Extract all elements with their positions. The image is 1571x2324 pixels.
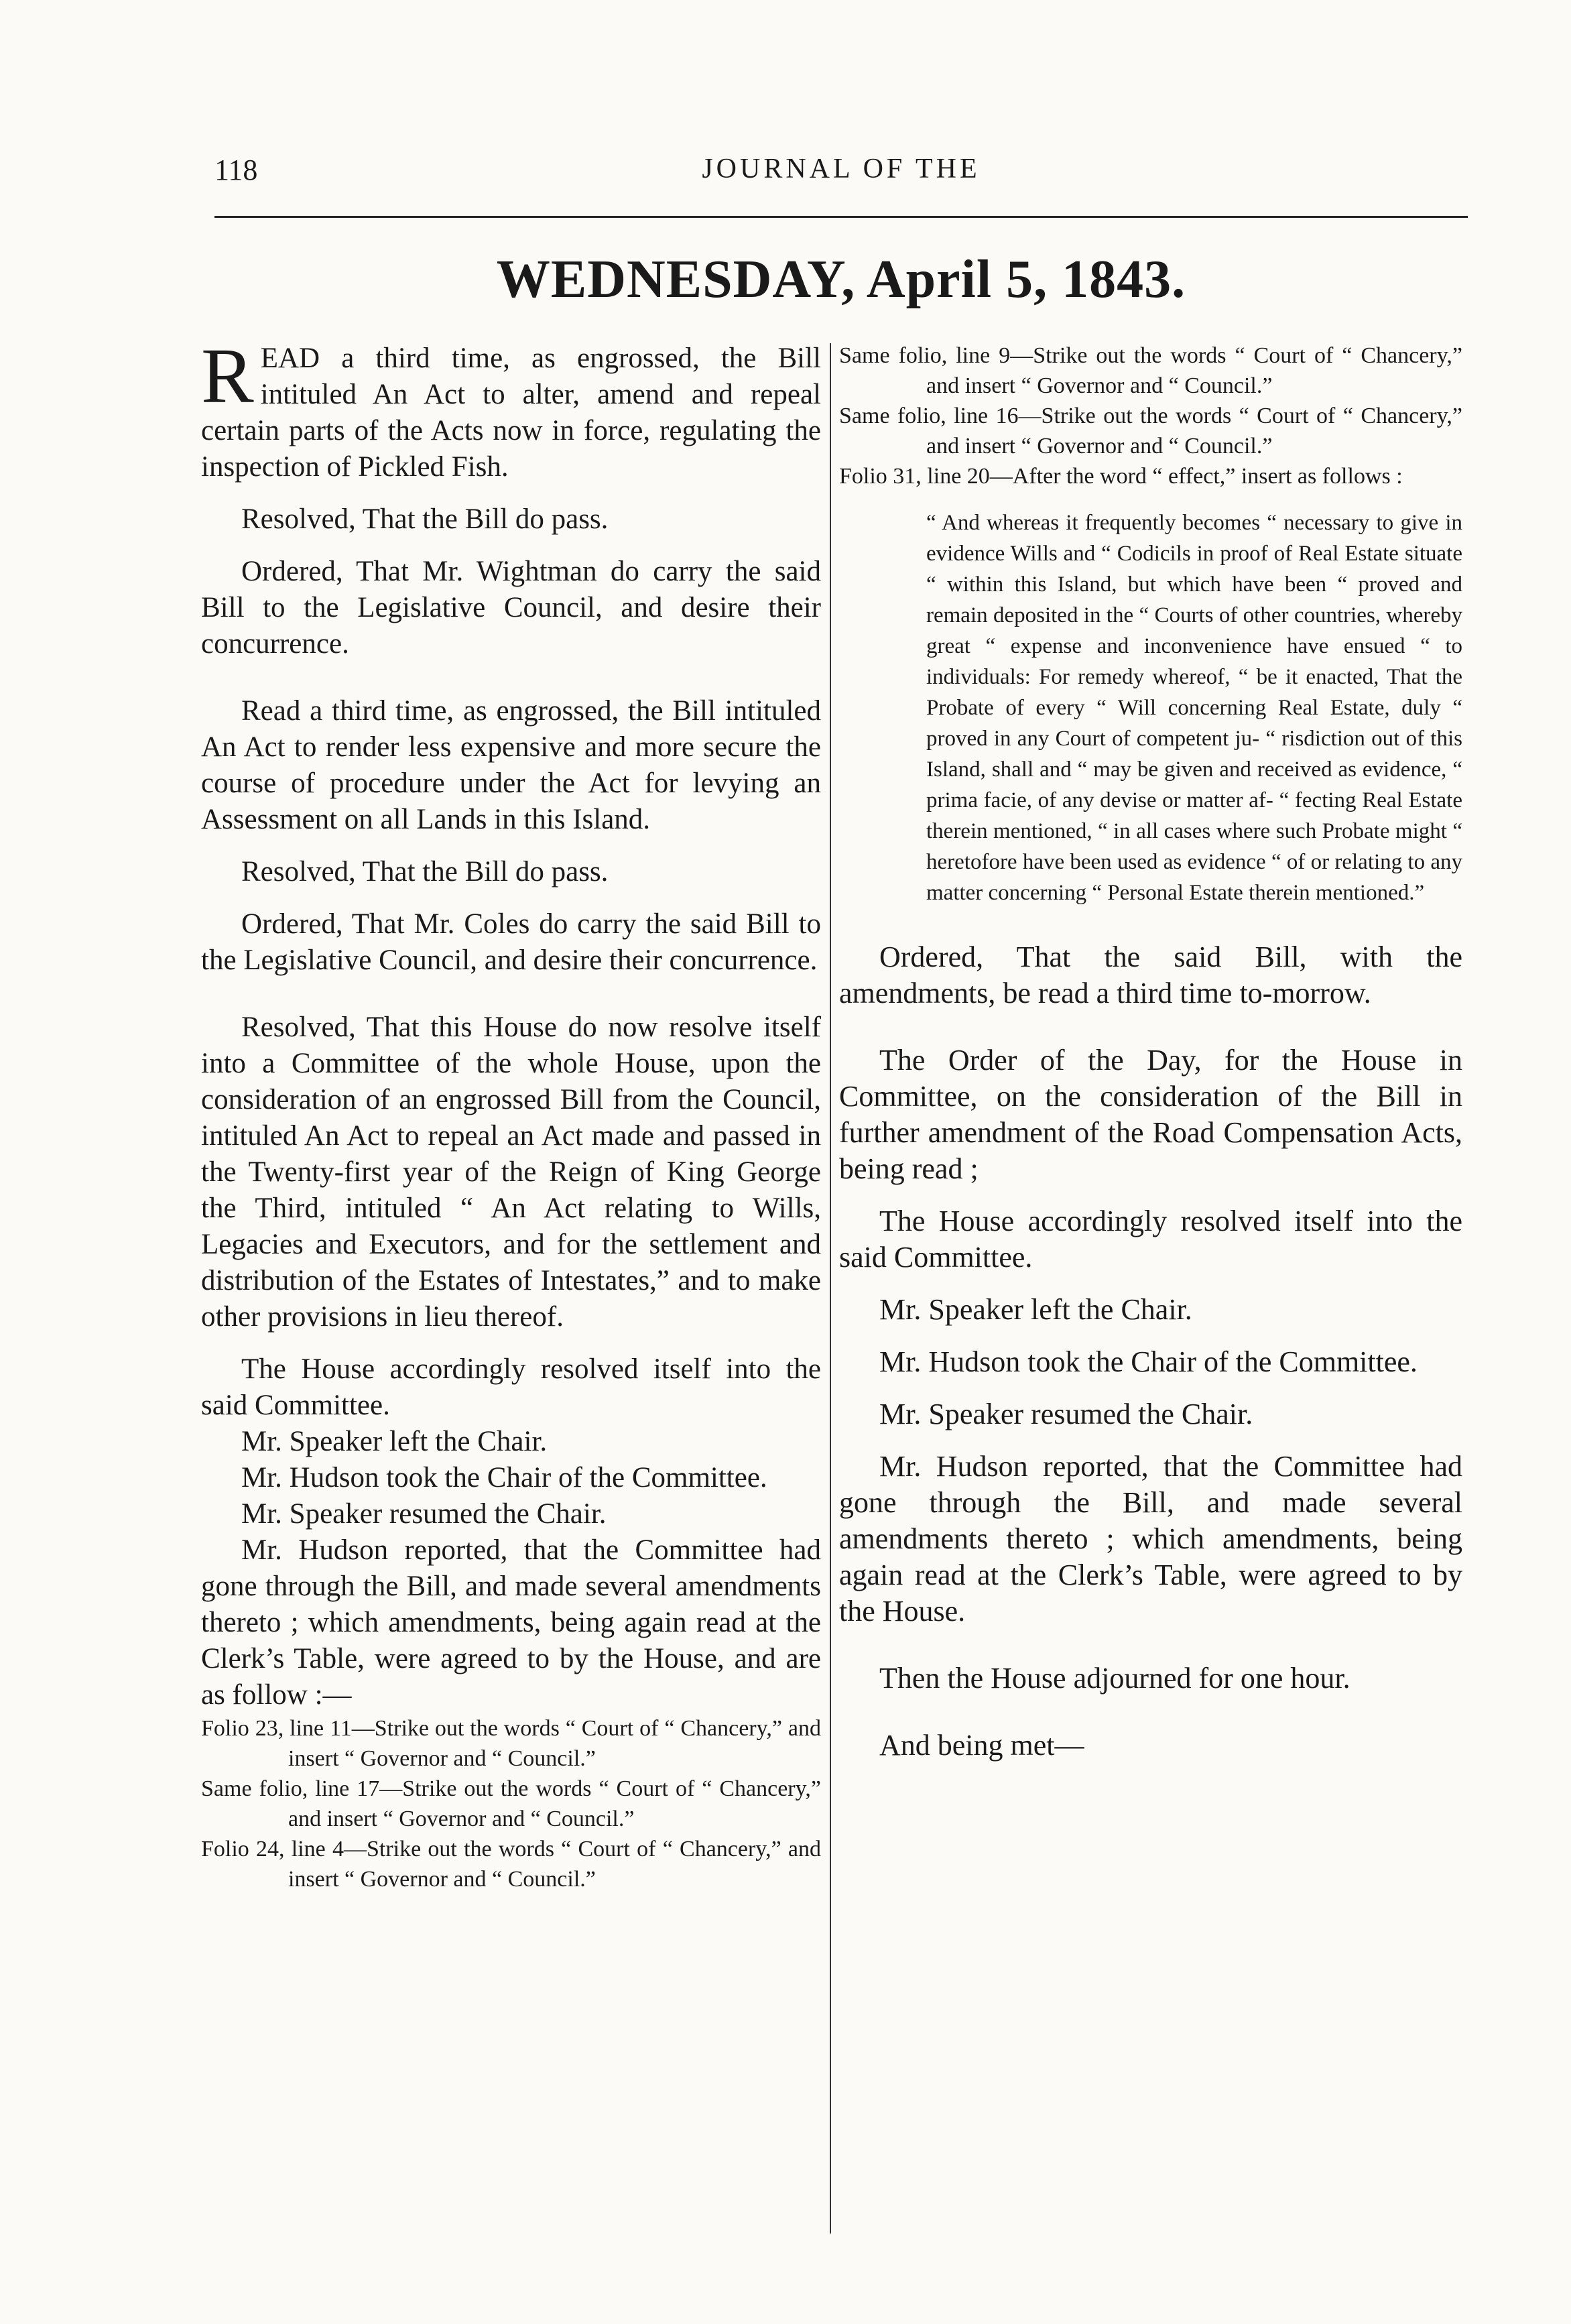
quoted-clause: “ And whereas it frequently becomes “ necessary to give in evidence Wills and “ Codicils in proof of Real Estate situate “ within this Island, but which have been “ proved and remain deposited in the “ Courts of other countries, whereby great “ expense and inconvenience have ensued “ to individuals: For remedy whereof, “ be it enacted, That the Probate of every “ Will concerning Real Estate, duly “ proved in any Court of competent ju- “ risdiction out of this Island, shall and “ may be given and received as evidence, “ prima facie, of any devise or matter af- “ fecting Real Estate therein mentioned, “ in all cases where such Probate might “ heretofore have been used as evidence “ of or relating to any matter concerning “ Personal Estate therein mentioned.”	[926, 511, 1462, 905]
paragraph: Read a third time, as engrossed, the Bill intituled An Act to render less expensive and more secure the course of procedure under the Act for levying an Assessment on all Lands in this Island.	[201, 695, 821, 835]
paragraph: Then the House adjourned for one hour.	[879, 1662, 1350, 1695]
paragraph: Mr. Hudson took the Chair of the Committee.	[879, 1345, 1418, 1378]
page-number: 118	[214, 154, 258, 186]
left-column	[201, 332, 821, 1894]
paragraph: The Order of the Day, for the House in Committee, on the consideration of the Bill in further amendment of the Road Compensation Acts, being read ;	[839, 1044, 1462, 1185]
date-heading: WEDNESDAY, April 5, 1843.	[496, 250, 1186, 309]
paragraph: Resolved, That this House do now resolve itself into a Committee of the whole House, upon the consideration of an engrossed Bill from the Council, intituled An Act to repeal an Act made and passed in the Twenty-first year of the Reign of King George the Third, intituled “ An Act relating to Wills, Legacies and Executors, and for the settlement and distribution of the Estates of Intestates,” and to make other provisions in lieu thereof.	[201, 1012, 821, 1333]
paragraph: And being met—	[879, 1729, 1084, 1762]
amendment: Same folio, line 9—Strike out the words “ Court of “ Chancery,” and insert “ Governor and “ Council.”	[839, 343, 1462, 398]
paragraph: Mr. Hudson reported, that the Committee had gone through the Bill, and made several amendments thereto ; which amendments, being again read at the Clerk’s Table, were agreed to by the House.	[839, 1450, 1462, 1628]
paragraph: Mr. Speaker resumed the Chair.	[879, 1398, 1253, 1430]
amendment: Folio 31, line 20—After the word “ effect,” insert as follows :	[839, 464, 1403, 489]
column-divider	[830, 343, 831, 2234]
paragraph: Mr. Hudson reported, that the Committee had gone through the Bill, and made several amendments thereto ; which amendments, being again read at the Clerk’s Table, were agreed to by the House, and are as follow :—	[201, 1534, 821, 1711]
paragraph: Ordered, That the said Bill, with the amendments, be read a third time to-morrow.	[839, 940, 1462, 1010]
paragraph: Resolved, That the Bill do pass.	[241, 503, 609, 535]
paragraph: Ordered, That Mr. Coles do carry the said Bill to the Legislative Council, and desire their concurrence.	[201, 908, 821, 976]
paragraph: Mr. Speaker left the Chair.	[879, 1293, 1192, 1326]
amendment: Same folio, line 17—Strike out the words “ Court of “ Chancery,” and insert “ Governor and “ Council.”	[201, 1776, 821, 1831]
page-header	[214, 153, 1468, 193]
amendment: Same folio, line 16—Strike out the words “ Court of “ Chancery,” and insert “ Governor and “ Council.”	[839, 404, 1462, 458]
right-column	[839, 341, 1462, 1764]
running-title: JOURNAL OF THE	[702, 154, 981, 184]
paragraph: Resolved, That the Bill do pass.	[241, 856, 609, 888]
paragraph: Ordered, That Mr. Wightman do carry the said Bill to the Legislative Council, and desire their concurrence.	[201, 556, 821, 660]
paragraph: The House accordingly resolved itself into the said Committee.	[839, 1205, 1462, 1274]
amendment: Folio 24, line 4—Strike out the words “ Court of “ Chancery,” and insert “ Governor and “ Council.”	[201, 1837, 821, 1892]
paragraph: Mr. Speaker resumed the Chair.	[241, 1498, 607, 1530]
header-rule	[214, 216, 1468, 218]
paragraph-text: EAD a third time, as engrossed, the Bill intituled An Act to alter, amend and repeal certain parts of the Acts now in force, regulating the inspection of Pickled Fish.	[201, 343, 821, 483]
paragraph: The House accordingly resolved itself into the said Committee.	[201, 1353, 821, 1421]
paragraph: Mr. Hudson took the Chair of the Committee.	[241, 1462, 767, 1493]
paragraph	[201, 332, 821, 485]
paragraph: Mr. Speaker left the Chair.	[241, 1426, 548, 1457]
drop-cap: R	[201, 332, 254, 420]
amendment: Folio 23, line 11—Strike out the words “ Court of “ Chancery,” and insert “ Governor and “ Council.”	[201, 1716, 821, 1771]
